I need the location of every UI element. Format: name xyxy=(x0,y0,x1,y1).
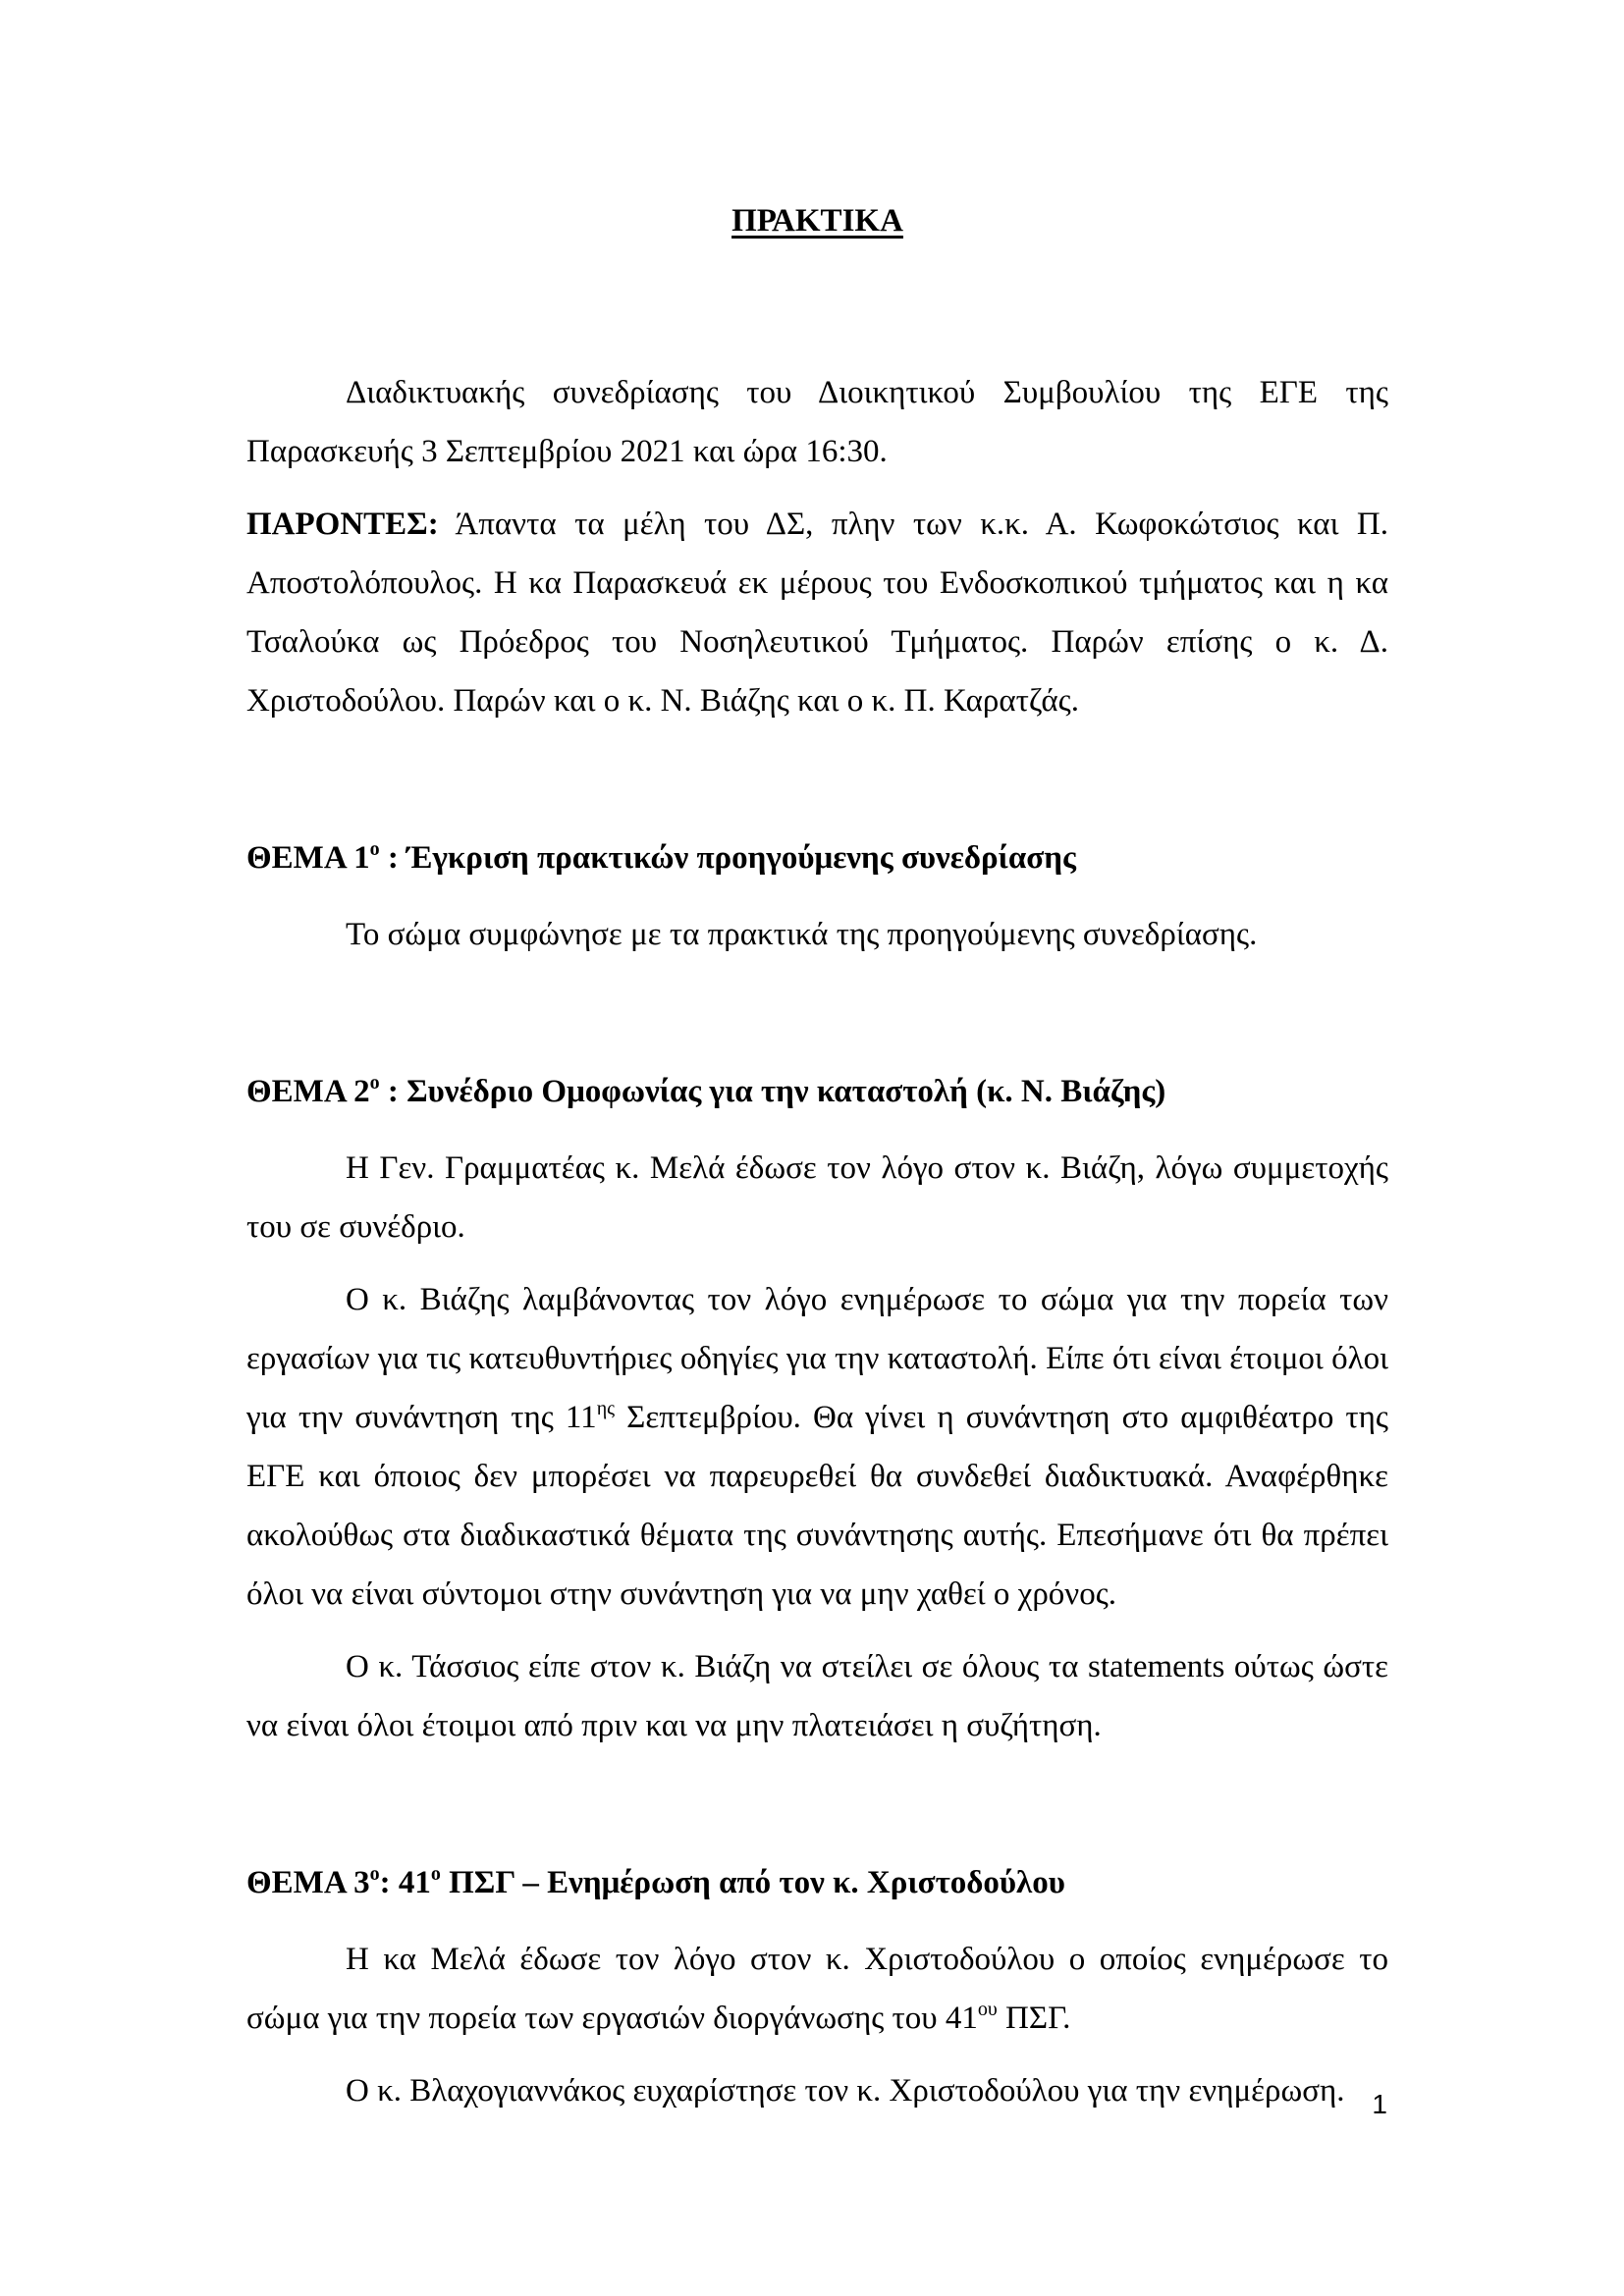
topic-3-heading: ΘΕΜΑ $3^o$: $41^o$ ΠΣΓ – Ενημέρωση από τον κ. Χριστοδούλου xyxy=(246,1863,1065,1900)
topic-1-paragraph: Το σώμα συμφώνησε με τα πρακτικά της προηγούμενης συνεδρίασης. xyxy=(346,917,1258,952)
page-number: 1 xyxy=(1372,2089,1387,2119)
topic-2-paragraph-3: Ο κ. Τάσσιος είπε στον κ. Βιάζη να στείλει σε όλους τα statements ούτως ώστε να είναι όλοι έτοιμοι από πριν και να μην πλατειάσει η συζήτηση. xyxy=(246,1649,1388,1743)
topic-2-heading: ΘΕΜΑ $2^o$ : Συνέδριο Ομοφωνίας για την καταστολή (κ. Ν. Βιάζης) xyxy=(246,1072,1166,1109)
attendees-text: Άπαντα τα μέλη του ΔΣ, πλην των κ.κ. Α. Κωφοκώτσιος και Π. Αποστολόπουλος. Η κα Παρασκευά εκ μέρους του Ενδοσκοπικού τμήματος και η κα Τσαλούκα ως Πρόεδρος του Νοσηλευτικού Τμήματος. Παρών επίσης ο κ. Δ. Χριστοδούλου. Παρών και ο κ. Ν. Βιάζης και ο κ. Π. Καρατζάς. xyxy=(246,507,1388,719)
topic-2-paragraph-2: Ο κ. Βιάζης λαμβάνοντας τον λόγο ενημέρωσε το σώμα για την πορεία των εργασίων για τις κατευθυντήριες οδηγίες για την καταστολή. Είπε ότι είναι έτοιμοι όλοι για την συνάντηση της $11^{\eta\varsigma}$ Σεπτεμβρίου. Θα γίνει η συνάντηση στο αμφιθέατρο της ΕΓΕ και όποιος δεν μπορέσει να παρευρεθεί θα συνδεθεί διαδικτυακά. Αναφέρθηκε ακολούθως στα διαδικαστικά θέματα της συνάντησης αυτής. Επεσήμανε ότι θα πρέπει όλοι να είναι σύντομοι στην συνάντηση για να μην χαθεί ο χρόνος. xyxy=(246,1282,1388,1612)
attendees-paragraph xyxy=(246,495,1388,730)
topic-3-paragraph-1: Η κα Μελά έδωσε τον λόγο στον κ. Χριστοδούλου ο οποίος ενημέρωσε το σώμα για την πορεία των εργασιών διοργάνωσης του $41^{o\upsilon}$ ΠΣΓ. xyxy=(246,1942,1388,2036)
attendees-label: ΠΑΡΟΝΤΕΣ: xyxy=(246,507,439,542)
topic-1-heading: ΘΕΜΑ $1^o$ : Έγκριση πρακτικών προηγούμενης συνεδρίασης xyxy=(246,838,1076,876)
topic-3-paragraph-2: Ο κ. Βλαχογιαννάκος ευχαρίστησε τον κ. Χριστοδούλου για την ενημέρωση. xyxy=(346,2073,1345,2109)
meeting-intro: Διαδικτυακής συνεδρίασης του Διοικητικού Συμβουλίου της ΕΓΕ της Παρασκευής 3 Σεπτεμβρίου 2021 και ώρα 16:30. xyxy=(246,375,1388,469)
document-body xyxy=(246,191,1388,2120)
topic-2-paragraph-1: Η Γεν. Γραμματέας κ. Μελά έδωσε τον λόγο στον κ. Βιάζη, λόγω συμμετοχής του σε συνέδριο. xyxy=(246,1150,1388,1245)
document-title: ΠΡΑΚΤΙΚΑ xyxy=(731,203,903,239)
